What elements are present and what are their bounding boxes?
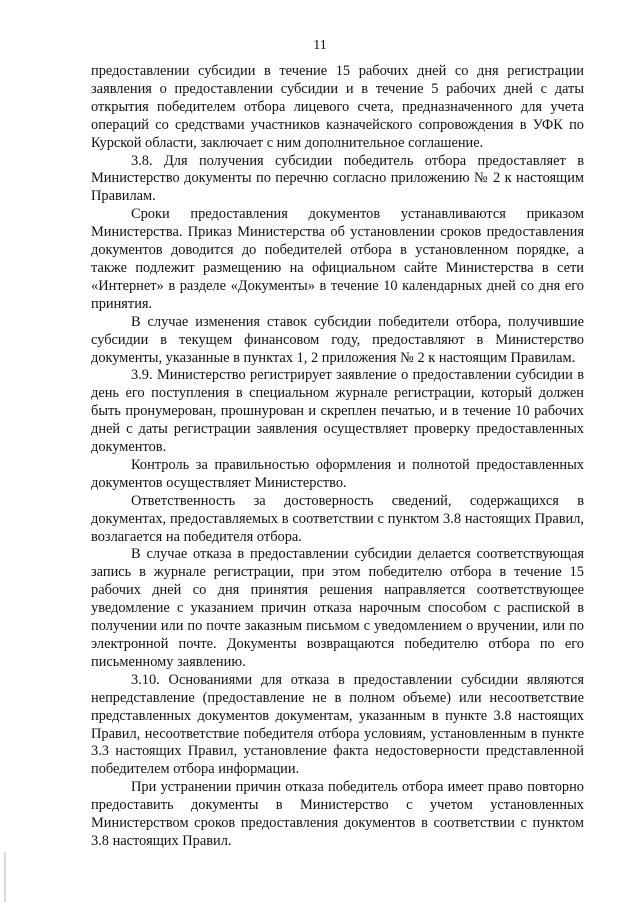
paragraph-3-8: 3.8. Для получения субсидии победитель отбора предоставляет в Министерство документы по перечню согласно приложению № 2 к настоящим Правилам. [91,152,584,205]
document-body [91,63,584,851]
paragraph-deadlines: Сроки предоставления документов устанавливаются приказом Министерства. Приказ Министерства об установлении сроков предоставления документов доводится до победителей отбора в установленном порядке, а также подлежит размещению на официальном сайте Министерства в сети «Интернет» в разделе «Документы» в течение 10 календарных дней со дня его принятия. [91,206,584,312]
paragraph-continuation: предоставлении субсидии в течение 15 рабочих дней со дня регистрации заявления о предоставлении субсидии и в течение 5 рабочих дней с даты открытия победителем отбора лицевого счета, предназначенного для учета операций со средствами участников казначейского сопровождения в УФК по Курской области, заключает с ним дополнительное соглашение. [91,63,584,151]
paragraph-refusal-notice: В случае отказа в предоставлении субсидии делается соответствующая запись в журнале регистрации, при этом победителю отбора в течение 15 рабочих дней со дня принятия решения направляется соответствующее уведомление с указанием причин отказа нарочным способом с распиской в получении или по почте заказным письмом с уведомлением о вручении, или по электронной почте. Документы возвращаются победителю отбора по его письменному заявлению. [91,546,584,670]
paragraph-3-9: 3.9. Министерство регистрирует заявление о предоставлении субсидии в день его поступления в специальном журнале регистрации, который должен быть пронумерован, прошнурован и скреплен печатью, и в течение 10 рабочих дней с даты регистрации заявления осуществляет проверку предоставленных документов. [91,367,584,456]
page-number: 11 [313,38,327,53]
paragraph-rate-change: В случае изменения ставок субсидии победители отбора, получившие субсидии в текущем финансовом году, предоставляют в Министерство документы, указанные в пунктах 1, 2 приложения № 2 к настоящим Правилам. [91,313,584,366]
paragraph-responsibility: Ответственность за достоверность сведений, содержащихся в документах, предоставляемых в соответствии с пунктом 3.8 настоящих Правил, возлагается на победителя отбора. [91,492,584,545]
scan-edge-mark [4,852,6,902]
paragraph-resubmission: При устранении причин отказа победитель отбора имеет право повторно предоставить документы в Министерство с учетом установленных Министерством сроков предоставления документов в соответствии с пунктом 3.8 настоящих Правил. [91,779,584,849]
paragraph-3-10: 3.10. Основаниями для отказа в предоставлении субсидии являются непредставление (предоставление не в полном объеме) или несоответствие представленных документов документам, указанным в пункте 3.8 настоящих Правил, несоответствие победителя отбора условиям, установленным в пункте 3.3 настоящих Правил, установление факта недостоверности представленной победителем отбора информации. [91,671,584,778]
paragraph-control: Контроль за правильностью оформления и полнотой предоставленных документов осуществляет Министерство. [91,456,584,491]
